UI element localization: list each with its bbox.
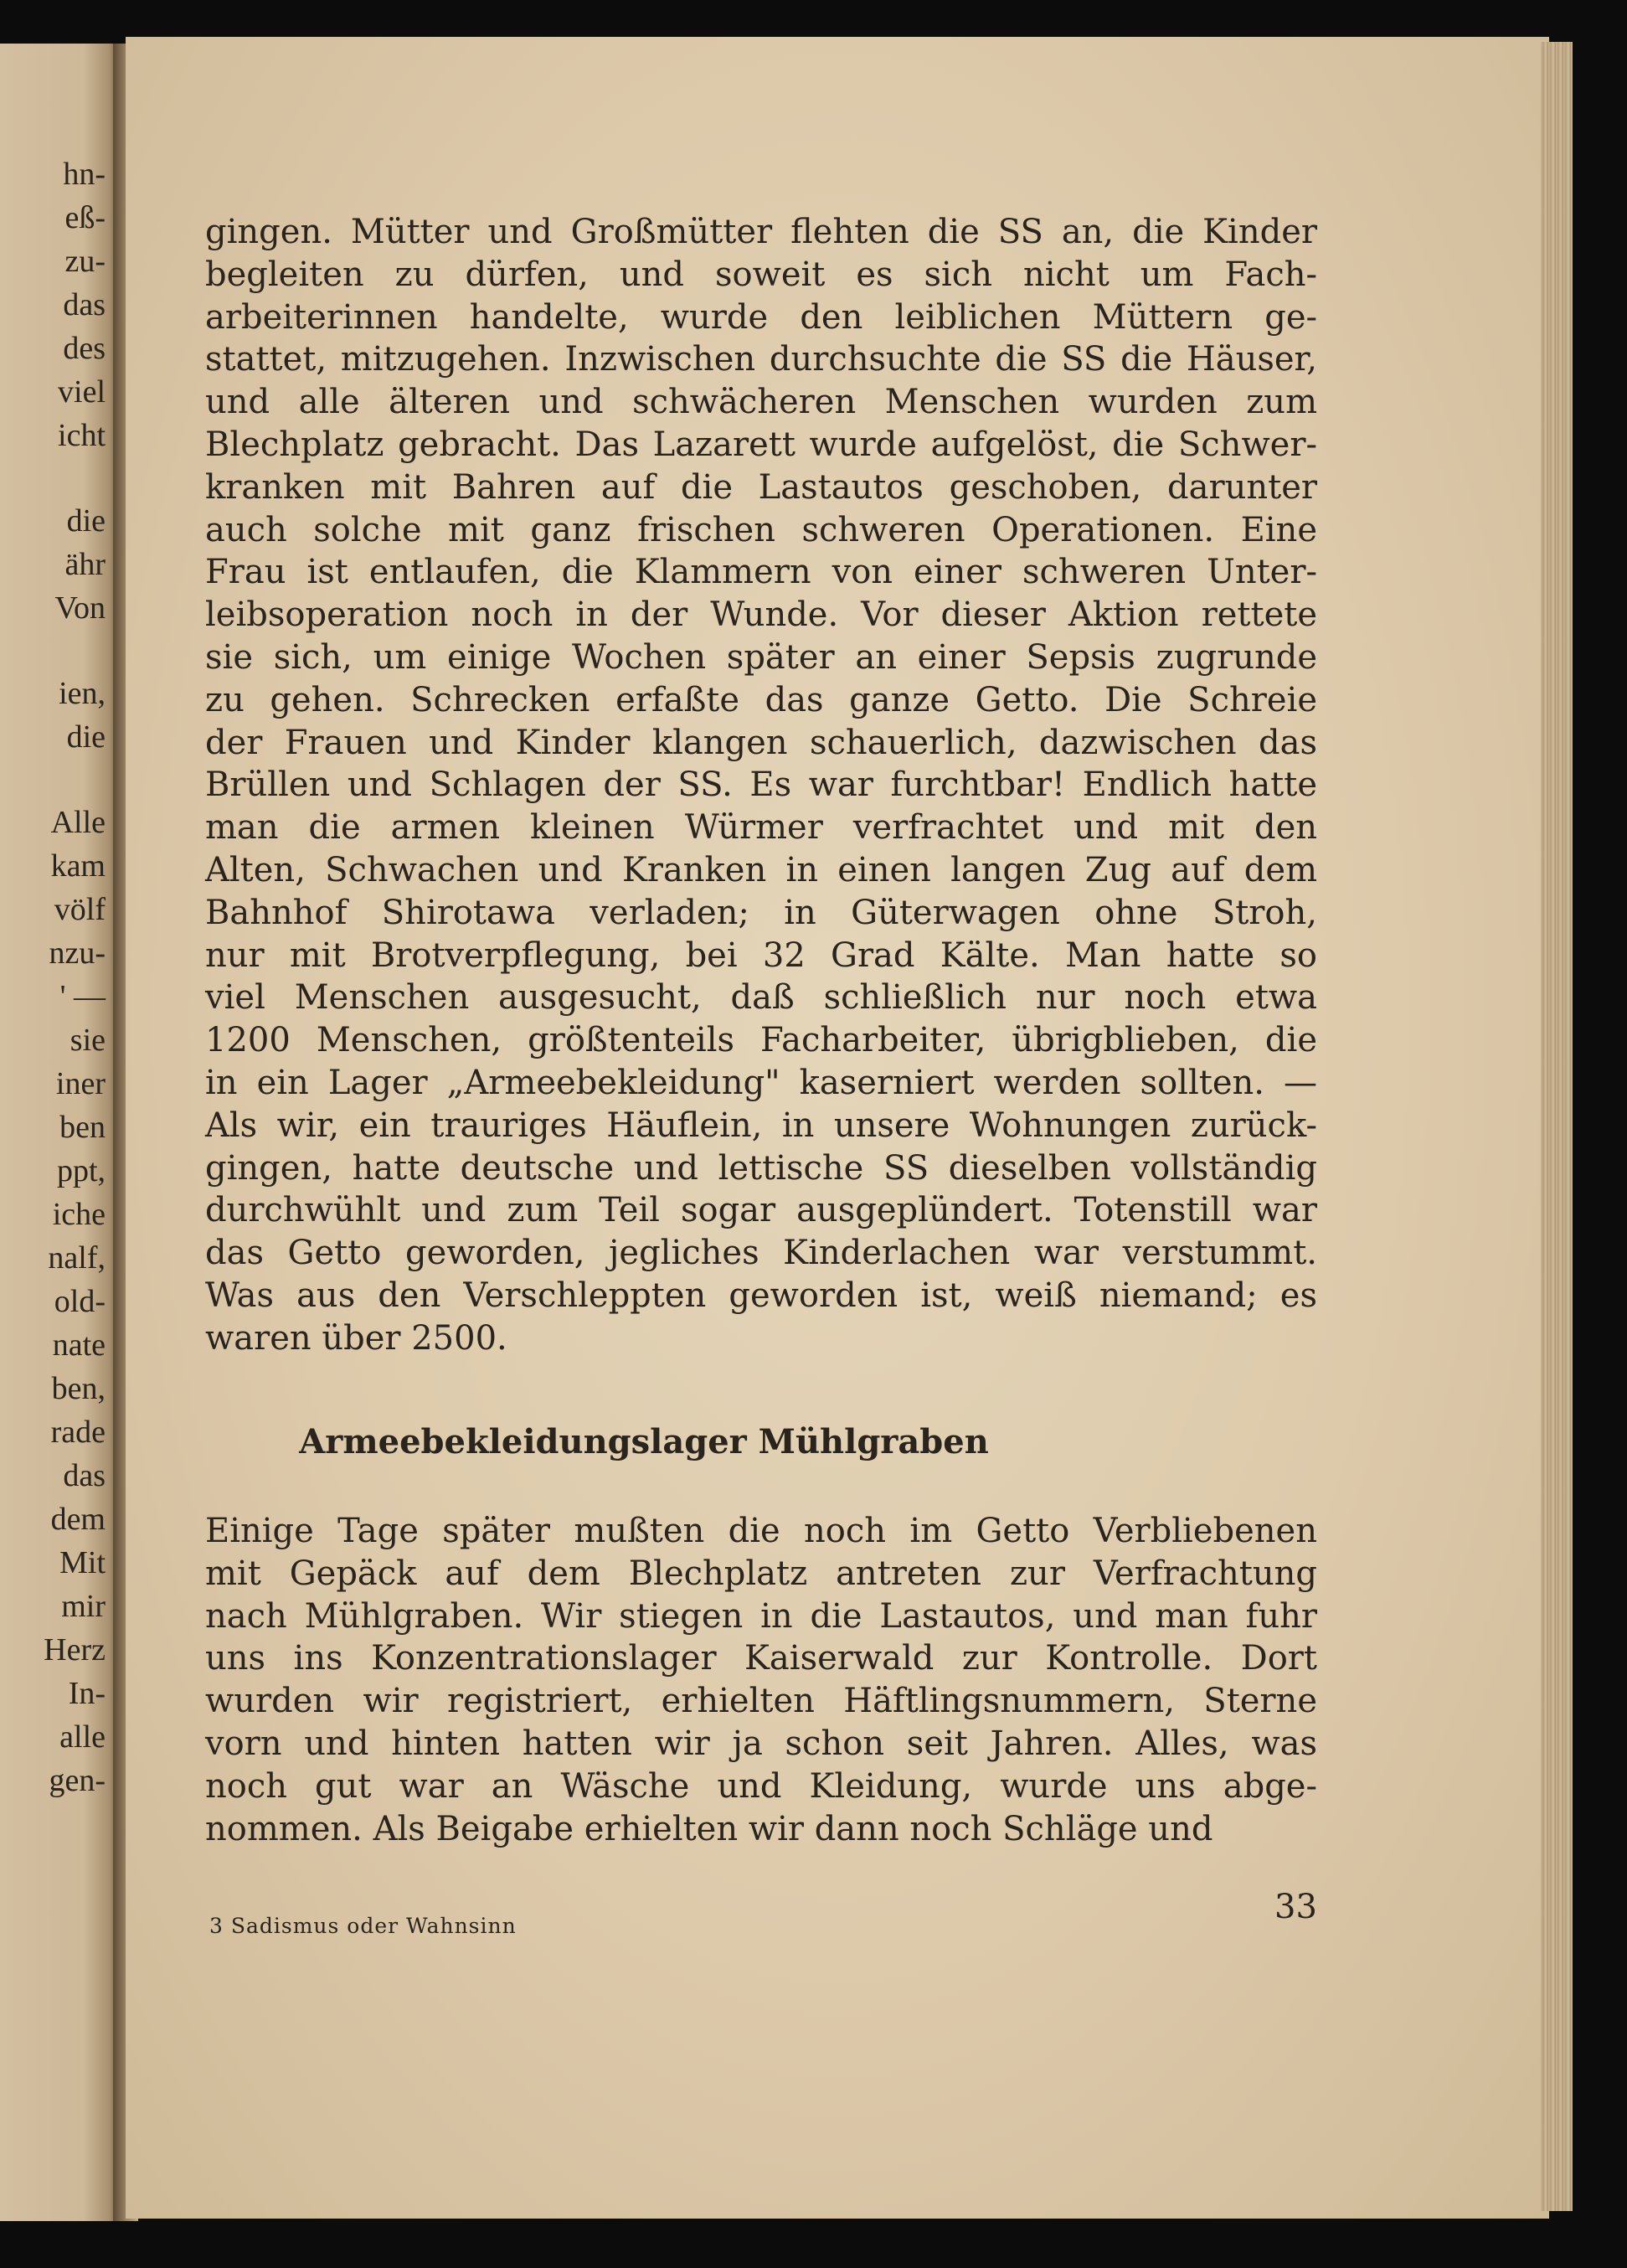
section-heading: Armeebekleidungslager Mühlgraben <box>299 1422 989 1461</box>
left-page-fragment: nzu- <box>49 936 106 971</box>
text-line: waren über 2500. <box>205 1318 507 1358</box>
left-page-fragment: rade <box>50 1415 106 1450</box>
left-page-fragment: sie <box>70 1023 106 1058</box>
paragraph-1 <box>205 211 1317 1360</box>
left-page-fragment: kam <box>50 848 106 884</box>
left-page-fragment: eß- <box>64 200 106 235</box>
text-line: 1200 Menschen, größtenteils Facharbeiter, übrigblieben, die <box>205 1021 1317 1060</box>
left-page-edge <box>0 44 119 2221</box>
text-line: mit Gepäck auf dem Blechplatz antreten zur Verfrachtung <box>205 1554 1317 1593</box>
left-page-fragment: alle <box>59 1719 106 1755</box>
text-line: nach Mühlgraben. Wir stiegen in die Lastautos, und man fuhr <box>205 1596 1317 1636</box>
left-page-fragment: Herz <box>44 1632 106 1667</box>
text-line: Bahnhof Shirotawa verladen; in Güterwagen ohne Stroh, <box>205 893 1317 932</box>
left-page-fragment: ben, <box>51 1371 106 1406</box>
text-line: nommen. Als Beigabe erhielten wir dann noch Schläge und <box>205 1809 1213 1848</box>
text-line: viel Menschen ausgesucht, daß schließlich nur noch etwa <box>205 978 1317 1018</box>
text-line: leibsoperation noch in der Wunde. Vor dieser Aktion rettete <box>205 595 1317 635</box>
page-edge-stack <box>1541 42 1573 2211</box>
left-page-fragment: nalf, <box>48 1240 106 1276</box>
text-line: Alten, Schwachen und Kranken in einen langen Zug auf dem <box>205 850 1317 889</box>
left-page-fragment: völf <box>54 892 106 927</box>
text-line: in ein Lager „Armeebekleidung" kaserniert werden sollten. — <box>205 1063 1317 1102</box>
text-line: man die armen kleinen Würmer verfrachtet und mit den <box>205 808 1317 848</box>
text-line: das Getto geworden, jegliches Kinderlachen war verstummt. <box>205 1234 1317 1273</box>
text-line: arbeiterinnen handelte, wurde den leiblichen Müttern ge- <box>205 297 1317 337</box>
left-page-fragment: zu- <box>64 244 106 279</box>
left-page-fragment: dem <box>50 1502 106 1537</box>
text-line: und alle älteren und schwächeren Menschen wurden zum <box>205 383 1317 422</box>
left-page-fragment: die <box>66 719 106 755</box>
left-page-fragment: old- <box>54 1284 106 1319</box>
paragraph-2 <box>205 1510 1317 1850</box>
text-line: auch solche mit ganz frischen schweren Operationen. Eine <box>205 510 1317 549</box>
text-line: vorn und hinten hatten wir ja schon seit Jahren. Alles, was <box>205 1724 1317 1763</box>
left-page-fragment: ähr <box>64 547 106 582</box>
left-page-fragment: mir <box>61 1589 106 1624</box>
text-line: begleiten zu dürfen, und soweit es sich nicht um Fach- <box>205 255 1317 294</box>
left-page-fragment: ppt, <box>56 1153 106 1188</box>
footer-signature: 3 Sadismus oder Wahnsinn <box>209 1914 517 1938</box>
left-page-fragment: viel <box>58 374 106 410</box>
left-page-fragment: ben <box>59 1110 106 1145</box>
left-page-fragment: iche <box>52 1197 106 1232</box>
left-page-fragment: nate <box>52 1327 106 1363</box>
text-line: gingen. Mütter und Großmütter flehten die SS an, die Kinder <box>205 213 1317 251</box>
text-line: stattet, mitzugehen. Inzwischen durchsuchte die SS die Häuser, <box>205 340 1317 379</box>
page-number: 33 <box>1274 1888 1317 1926</box>
left-page-fragment: Mit <box>59 1545 106 1580</box>
text-line: zu gehen. Schrecken erfaßte das ganze Getto. Die Schreie <box>205 680 1317 719</box>
left-page-fragment: icht <box>58 418 106 453</box>
left-page-fragment: ien, <box>59 676 106 711</box>
text-line: Als wir, ein trauriges Häuflein, in unsere Wohnungen zurück- <box>205 1106 1317 1145</box>
left-page-fragment: das <box>63 1458 106 1493</box>
left-page-fragment: das <box>63 287 106 322</box>
text-line: durchwühlt und zum Teil sogar ausgeplündert. Totenstill war <box>205 1191 1317 1230</box>
left-page-fragment: Von <box>54 590 106 626</box>
text-line: Einige Tage später mußten die noch im Getto Verbliebenen <box>205 1512 1317 1550</box>
left-page-fragment: ' — <box>59 979 106 1014</box>
left-page-fragment: iner <box>55 1066 106 1101</box>
left-page-fragment: In- <box>68 1676 106 1711</box>
left-page-fragment: hn- <box>63 157 106 192</box>
text-line: uns ins Konzentrationslager Kaiserwald zur Kontrolle. Dort <box>205 1639 1317 1678</box>
left-page-fragment: des <box>63 331 106 366</box>
text-line: kranken mit Bahren auf die Lastautos geschoben, darunter <box>205 467 1317 507</box>
text-line: Blechplatz gebracht. Das Lazarett wurde aufgelöst, die Schwer- <box>205 425 1317 464</box>
left-page-fragment: Alle <box>50 805 106 840</box>
left-page-fragment: die <box>66 503 106 539</box>
text-line: der Frauen und Kinder klangen schauerlich, dazwischen das <box>205 723 1317 762</box>
text-line: gingen, hatte deutsche und lettische SS dieselben vollständig <box>205 1148 1317 1188</box>
left-page-fragment: gen- <box>49 1763 106 1798</box>
text-line: Brüllen und Schlagen der SS. Es war furchtbar! Endlich hatte <box>205 765 1317 805</box>
text-line: noch gut war an Wäsche und Kleidung, wurde uns abge- <box>205 1766 1317 1806</box>
text-line: nur mit Brotverpflegung, bei 32 Grad Kälte. Man hatte so <box>205 936 1317 975</box>
text-line: Was aus den Verschleppten geworden ist, weiß niemand; es <box>205 1276 1317 1315</box>
text-line: wurden wir registriert, erhielten Häftlingsnummern, Sterne <box>205 1682 1317 1721</box>
text-line: sie sich, um einige Wochen später an einer Sepsis zugrunde <box>205 637 1317 677</box>
text-line: Frau ist entlaufen, die Klammern von einer schweren Unter- <box>205 553 1317 592</box>
